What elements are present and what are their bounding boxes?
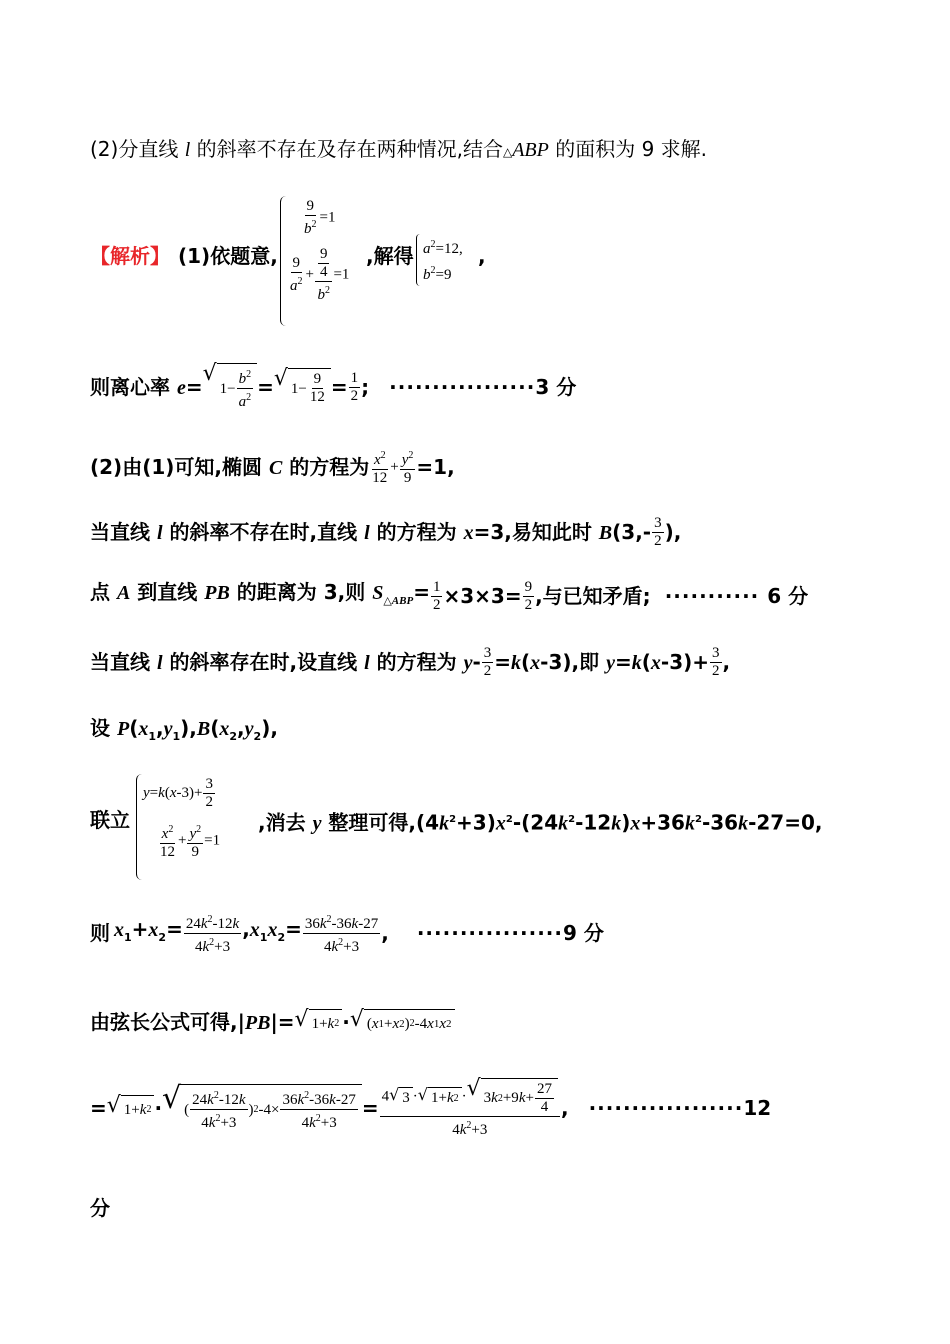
analysis-tag: 【解析】 (90, 244, 170, 268)
sqrt-expanded: √ ( $\frac{24k^2-12k}{4k^2+3}$ ) 2 -4× $\frac{36k^2-36k-27}{4k^2+3}$ (162, 1084, 362, 1132)
distance-line: 点 A 到直线 PB 的距离为 3,则 $S_{\triangle ABP}=$ $\frac{1}{2}$ ×3×3= $\frac{9}{2}$ ,与已知矛盾; ··········· 6 分 (90, 578, 809, 613)
system-brace-3 (136, 774, 220, 880)
step1-label: (1)依题意, (178, 244, 278, 268)
points-line: 设 $P(x_1,y_1),B(x_2,y_2)$, (90, 716, 278, 743)
vieta-line: 则 $x_1+x_2=$ $\frac{24k^2-12k}{4k^2+3}$ $,x_1x_2=$ $\frac{36k^2-36k-27}{4k^2+3}$ , ················· 9 分 (90, 908, 604, 958)
ecc-value: $\frac{1}{2}$ (350, 369, 359, 404)
join-label: 联立 (90, 808, 130, 832)
score-12-unit: 分 (90, 1196, 110, 1220)
answer-b: $b^2=9$ (423, 265, 452, 283)
hint-line (90, 137, 707, 164)
score-6: 6 分 (767, 584, 809, 608)
vertical-case-line: 当直线 l 的斜率不存在时,直线 l 的方程为 x=3,易知此时 B(3,- $\frac{3}{2}$ ), (90, 514, 682, 549)
sqrt-1k2: √ 1+ k 2 (295, 1009, 343, 1036)
vieta-prefix: 则 (90, 921, 110, 945)
hint-text: (2)分直线 l 的斜率不存在及存在两种情况,结合△ABP 的面积为 9 求解. (90, 137, 708, 161)
step1-solve: ,解得 (366, 244, 414, 268)
sqrt-ecc-1: √ 1− $\frac{b^2}{a^2}$ (203, 363, 258, 411)
system-brace-1 (280, 196, 349, 326)
score-9: 9 分 (563, 921, 604, 945)
system-brace-2 (416, 234, 463, 286)
slope-case-line: 当直线 l 的斜率存在时,设直线 l 的方程为 y- $\frac{3}{2}$ =k(x-3),即 y=k(x-3)+ $\frac{3}{2}$ , (90, 644, 731, 679)
sqrt-sum-prod: √ ( x 1 + x 2 ) 2 -4 x 1 x 2 (350, 1009, 455, 1036)
eccentricity-line: 则离心率 e= √ 1− $\frac{b^2}{a^2}$ = √ 1− $\frac{9}{12}$ = $\frac{1}{2}$ ; ················· 3 分 (90, 361, 577, 410)
system3-eq2: $\frac{x^2}{12}$ + $\frac{y^2}{9}$ =1 (143, 821, 220, 861)
system3-eq1: y=k(x-3)+ $\frac{3}{2}$ (143, 776, 213, 810)
expansion-line: = √ 1+ k 2 · √ ( $\frac{24k^2-12k}{4k^2+3}$ ) 2 -4× $\frac{36k^2-36k-27}{4k^2+3}$ = 4 √ 3 · √ 1+ k 2 · √ 3 k 2 +9 k + $\frac{27}{4}$ $4k^2+3$ , ·················· 12 (90, 1075, 772, 1138)
score-unit-line (90, 1196, 110, 1220)
answer-a: $a^2=12$, (423, 239, 463, 257)
score-12: 12 (743, 1096, 772, 1120)
system1-eq2: $\frac{9}{a^2}$ + $\frac{\frac{9}{4}}{b^2}$ =1 (290, 246, 350, 303)
system1-eq1: $\frac{9}{b^2}$ =1 (304, 198, 336, 237)
chord-line: 由弦长公式可得,|PB|= √ 1+ k 2 · √ ( x 1 + x 2 ) 2 -4 x 1 x 2 (90, 1004, 455, 1040)
ellipse-prefix: (2)由(1)可知,椭圆 C 的方程为 (90, 454, 370, 479)
ellipse-line: (2)由(1)可知,椭圆 C 的方程为 $\frac{x^2}{12}$ + $\frac{y^2}{9}$ =1, (90, 445, 455, 489)
final-fraction: 4 √ 3 · √ 1+ k 2 · √ 3 k 2 +9 k + $\frac{27}{4}$ $4k^2+3$ (380, 1078, 560, 1139)
sqrt-1k2-b: √ 1+ k 2 (107, 1095, 155, 1122)
ecc-text: 则离心率 e= (90, 374, 203, 399)
sqrt-ecc-2: √ 1− $\frac{9}{12}$ (274, 368, 331, 406)
score-3: 3 分 (535, 375, 577, 399)
chord-prefix: 由弦长公式可得,|PB|= (90, 1009, 295, 1034)
